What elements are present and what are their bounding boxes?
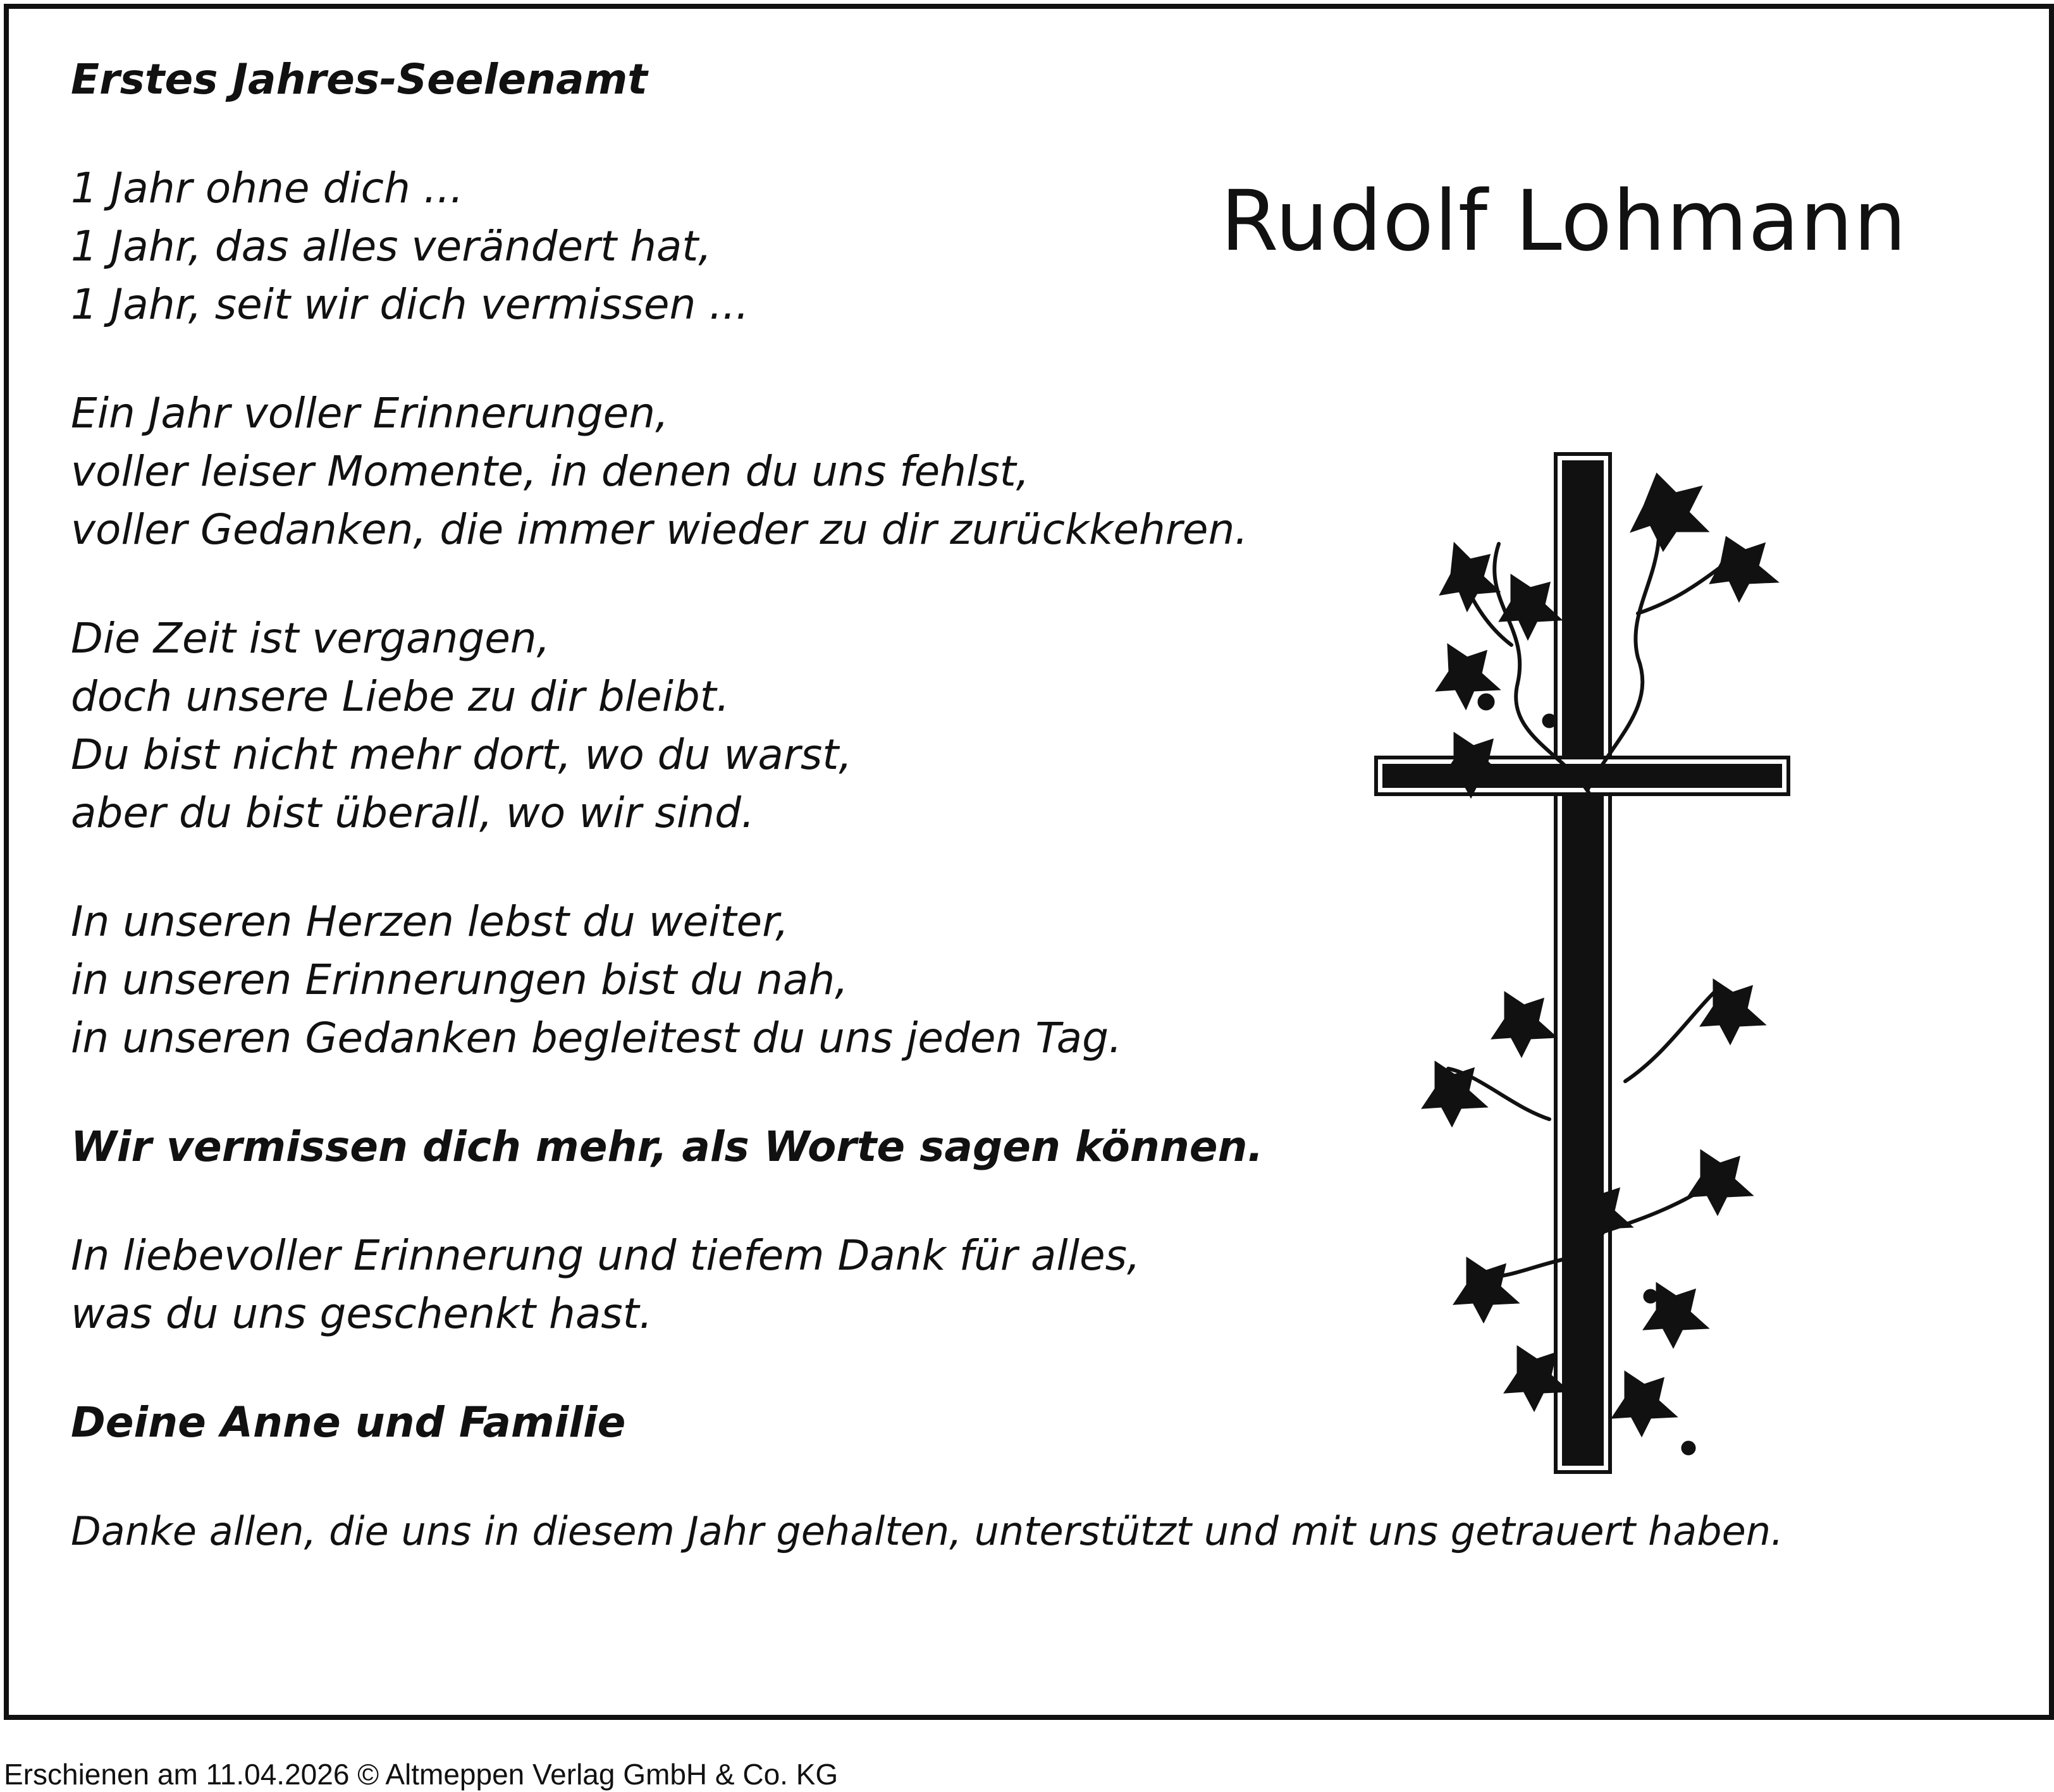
closing-line: was du uns geschenkt hast. [71, 1289, 653, 1338]
poem-stanza-2 [71, 384, 1399, 559]
closing-stanza [71, 1227, 1399, 1343]
emphasis-line: Wir vermissen dich mehr, als Worte sagen können. [71, 1122, 1264, 1171]
cross-with-ivy-icon [1360, 436, 1802, 1480]
poem-line: 1 Jahr, das alles verändert hat, [71, 222, 712, 271]
poem-line: 1 Jahr ohne dich ... [71, 164, 464, 212]
poem-line: voller Gedanken, die immer wieder zu dir zurückkehren. [71, 505, 1248, 554]
poem-line: doch unsere Liebe zu dir bleibt. [71, 672, 730, 721]
poem-line: Die Zeit ist vergangen, [71, 614, 550, 663]
publication-footer: Erschienen am 11.04.2026 © Altmeppen Verlag GmbH & Co. KG [4, 1758, 839, 1791]
signature: Deine Anne und Familie [71, 1398, 626, 1447]
poem-line: aber du bist überall, wo wir sind. [71, 789, 754, 837]
poem-stanza-4 [71, 893, 1399, 1067]
poem-line: in unseren Gedanken begleitest du uns jeden Tag. [71, 1014, 1122, 1062]
poem-stanza-3 [71, 610, 1399, 842]
poem-line: 1 Jahr, seit wir dich vermissen ... [71, 280, 749, 329]
poem-stanza-1 [71, 159, 1399, 334]
deceased-name: Rudolf Lohmann [1221, 173, 1907, 270]
closing-line: In liebevoller Erinnerung und tiefem Dank für alles, [71, 1231, 1141, 1280]
poem-line: Du bist nicht mehr dort, wo du warst, [71, 730, 852, 779]
poem-line: in unseren Erinnerungen bist du nah, [71, 955, 849, 1004]
poem-line: Ein Jahr voller Erinnerungen, [71, 389, 669, 438]
cross-icon [1376, 454, 1788, 1472]
poem-line: voller leiser Momente, in denen du uns fehlst, [71, 447, 1030, 496]
notice-heading: Erstes Jahres-Seelenamt [71, 55, 648, 104]
thanks-line: Danke allen, die uns in diesem Jahr gehalten, unterstützt und mit uns getrauert haben. [71, 1508, 1783, 1554]
poem-line: In unseren Herzen lebst du weiter, [71, 897, 789, 946]
